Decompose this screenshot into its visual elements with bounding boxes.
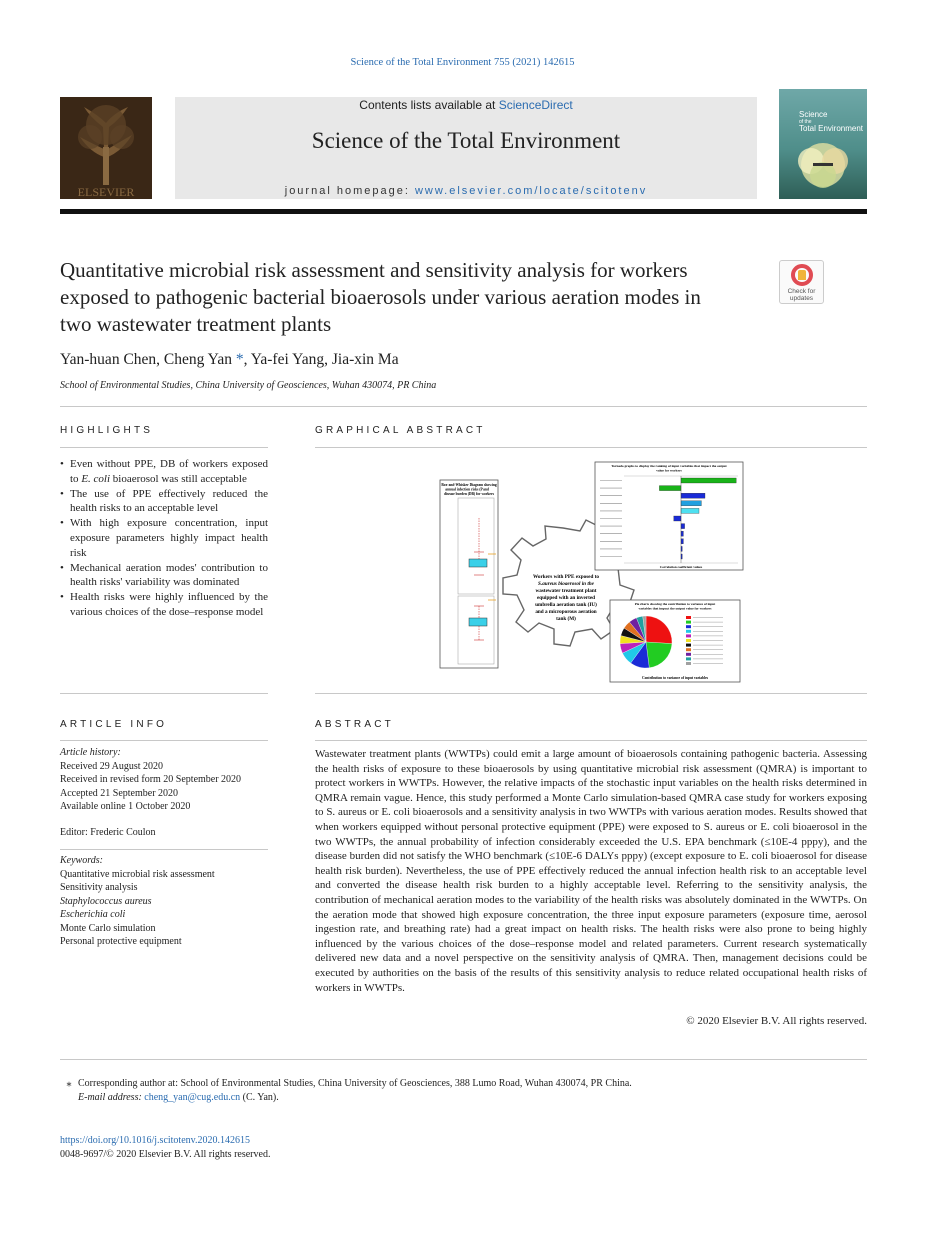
tornado-bar [681, 478, 736, 483]
pie-legend-swatch [686, 634, 691, 637]
keyword-item: Escherichia coli [60, 909, 126, 920]
pie-legend-swatch [686, 657, 691, 660]
pie-legend-swatch [686, 662, 691, 665]
pie-caption: Contribution to variance of input variables [642, 676, 708, 680]
highlight-item [60, 457, 268, 487]
highlights-heading: HIGHLIGHTS [60, 425, 154, 436]
doi-block [60, 1134, 270, 1161]
article-info-heading: ARTICLE INFO [60, 719, 168, 730]
highlight-item [60, 590, 268, 620]
boxplot-title: disease burden (DB) for workers [443, 492, 495, 496]
cover-title-line: of the [799, 119, 812, 125]
homepage-prefix: journal homepage: [284, 185, 415, 197]
keyword-item: Sensitivity analysis [60, 882, 138, 893]
footnote-marker: ⁎ [66, 1078, 72, 1089]
keyword-item: Quantitative microbial risk assessment [60, 868, 215, 880]
gear-label: Workers with PPE exposed to [533, 574, 599, 580]
corresponding-footnote [60, 1077, 867, 1105]
divider [60, 740, 268, 741]
check-updates-line: updates [789, 295, 814, 302]
authors-text: Yan-huan Chen, Cheng Yan [60, 351, 236, 368]
keyword-item: Monte Carlo simulation [60, 922, 156, 934]
copyright: © 2020 Elsevier B.V. All rights reserved. [686, 1015, 867, 1027]
pie-title: Pie charts showing the contribution to variance of input [634, 602, 716, 606]
tornado-bar [681, 531, 683, 536]
divider [60, 447, 268, 448]
journal-cover-image [779, 89, 867, 199]
author-list [60, 351, 399, 369]
tornado-panel [595, 462, 743, 570]
journal-title: Science of the Total Environment [311, 128, 621, 153]
pie-legend-swatch [686, 621, 691, 624]
tornado-bar [681, 539, 683, 544]
footnote-line [60, 1077, 867, 1091]
highlight-text: Mechanical aeration modes' contribution to health risks' variability was dominated [70, 561, 268, 589]
tornado-bar [681, 508, 699, 513]
footnote-line [60, 1091, 867, 1105]
tornado-bar [659, 486, 681, 491]
pie-legend-swatch [686, 616, 691, 619]
gear-label: umbrella aeration tank (IU) [535, 602, 597, 608]
tornado-bar [674, 516, 681, 521]
highlight-text: bioaerosol was still acceptable [110, 472, 247, 485]
highlights-list [60, 457, 268, 620]
gear-label: and a microporous aeration [535, 609, 597, 615]
tornado-bar [681, 501, 701, 506]
gear-label: wastewater treatment plant [535, 588, 597, 594]
email-link[interactable]: cheng_yan@cug.edu.cn [144, 1092, 241, 1103]
bookmark-icon [791, 264, 813, 286]
divider [315, 693, 867, 694]
journal-homepage [175, 185, 757, 197]
tornado-x-axis-label: Correlation coefficient values [659, 565, 703, 569]
check-updates-line: Check for [787, 288, 816, 295]
contents-prefix: Contents lists available at [359, 98, 499, 112]
graphical-abstract-heading: GRAPHICAL ABSTRACT [315, 425, 486, 436]
graphical-abstract-figure [318, 448, 867, 685]
article-history [60, 746, 268, 814]
keyword-item: Staphylococcus aureus [60, 895, 152, 907]
highlight-item [60, 561, 268, 591]
divider [315, 740, 867, 741]
highlight-item [60, 516, 268, 560]
footnote-text: Corresponding author at: School of Environmental Studies, China University of Geosciences, 388 Lumo Road, Wuhan 430074, PR China. [78, 1078, 632, 1089]
sciencedirect-link[interactable]: ScienceDirect [498, 98, 573, 112]
issn-line: 0048-9697/© 2020 Elsevier B.V. All rights reserved. [60, 1148, 271, 1160]
header-rule [60, 209, 867, 214]
pie-panel [610, 600, 740, 682]
boxplot-title: and [483, 487, 489, 492]
pie-legend-swatch [686, 644, 691, 647]
cover-title-line: Science [799, 110, 828, 119]
history-item: Received in revised form 20 September 2020 [60, 774, 242, 785]
gear-label: equipped with an inverted [536, 595, 596, 601]
tornado-bar [681, 493, 705, 498]
history-item: Accepted 21 September 2020 [60, 787, 179, 799]
boxplot-panel [440, 480, 498, 668]
highlight-text: With high exposure concentration, input exposure parameters highly impact health risk [70, 517, 268, 559]
boxplot-title: Box-and-Whisker Diagram showing [441, 483, 497, 487]
journal-citation[interactable]: Science of the Total Environment 755 (2021) 142615 [350, 57, 575, 68]
gear-label: tank (M) [556, 616, 576, 622]
elsevier-wordmark: ELSEVIER [77, 185, 135, 199]
highlight-item [60, 487, 268, 517]
history-item: Received 29 August 2020 [60, 760, 164, 772]
authors-text: , Ya-fei Yang, Jia-xin Ma [243, 351, 399, 368]
keywords-label: Keywords: [60, 855, 103, 866]
highlight-text: Health risks were highly influenced by the various choices of the dose–response model [70, 591, 268, 618]
highlight-text: Even without PPE, DB of workers exposed to [70, 458, 268, 485]
homepage-link[interactable]: www.elsevier.com/locate/scitotenv [414, 185, 648, 197]
keywords [60, 854, 268, 949]
keyword-item: Personal protective equipment [60, 936, 182, 947]
divider [60, 406, 867, 407]
corresponding-author-link[interactable]: * [235, 351, 244, 368]
tornado-bar [681, 524, 685, 529]
pie-legend-swatch [686, 630, 691, 633]
pie-legend-swatch [686, 653, 691, 656]
divider [60, 1059, 867, 1060]
abstract-text: Wastewater treatment plants (WWTPs) could emit a large amount of bioaerosols containing pathogenic bacteria. Assessing the health risks of exposure to these bioaerosols by using quantitative microbial risk assessment (QMRA) is important to protect workers in WWTPs. However, the relative impacts of the stochastic input variables on the health risks determined in QMRA remain vague. Hence, this study performed a Monte Carlo simulation-based QMRA case study for workers exposing to S. aureus or E. coli bioaerosols and a sensitivity analysis in two WWTPs with various aeration modes. Results showed that when workers equipped without personal protective equipment (PPE) were exposed to S. aureus or E. coli bioaerosol in the two WWTPs, the annual probability of infection considerably exceeded the U.S. EPA benchmark (≤10E-4 pppy), and the disease burden did not satisfy the WHO benchmark (≤10E-6 DALYs pppy) (except exposure to E. coli bioaerosol for disease health risk burden). Nevertheless, the use of PPE effectively reduced the annual infection health risk to an acceptable level and converted the disease health risk burden to a highly acceptable level. Referring to the sensitivity analysis, the contribution of mechanical aeration modes to the variability of the health risks was absolutely dominated in the WWTPs. On the aeration mode that showed high exposure concentration, the three input exposure parameters (exposure time, aerosol ingestion rate, and breathing rate) had a great impact on health risks. The health risks were also prone to being highly influenced by the various choices of the dose–response model and related parameters. Current research systematically delivered new data and a novel perspective on the sensitivity analysis of QMRA. Then, management decisions could be executed by authorities on the basis of the results of this sensitivity analysis to reduce related occupational health risks of workers in WWTPs. [315, 748, 867, 994]
gear-label: S.aureus bioaerosol in the [538, 581, 594, 587]
email-label: E-mail address: [78, 1092, 145, 1103]
pie-title: variables that impact the output value for workers [638, 606, 712, 611]
cover-title-line: Total Environment [799, 124, 864, 133]
pie-legend-swatch [686, 639, 691, 642]
divider [60, 693, 268, 694]
highlight-text: The use of PPE effectively reduced the health risks to an acceptable level [70, 487, 268, 515]
boxplot-title: annual infection risks (P [445, 487, 483, 492]
contents-line [175, 98, 757, 112]
tornado-title: value for workers [656, 468, 682, 473]
tornado-title: Tornado graphs to display the ranking of input variables that impact the output [611, 464, 727, 468]
pie-legend-swatch [686, 648, 691, 651]
highlight-species: E. coli [81, 472, 111, 485]
check-updates-label [780, 288, 823, 302]
affiliation: School of Environmental Studies, China University of Geosciences, Wuhan 430074, PR China [60, 380, 437, 391]
editor: Editor: Frederic Coulon [60, 827, 156, 838]
pie-legend-swatch [686, 625, 691, 628]
doi-link[interactable]: https://doi.org/10.1016/j.scitotenv.2020.142615 [60, 1135, 250, 1146]
history-label: Article history: [60, 747, 121, 758]
cover-title [799, 111, 863, 133]
email-suffix: (C. Yan). [240, 1092, 279, 1103]
abstract-heading: ABSTRACT [315, 719, 394, 730]
article-title: Quantitative microbial risk assessment and sensitivity analysis for workers exposed to pathogenic bacterial bioaerosols under various aeration modes in two wastewater treatment plants [60, 258, 701, 336]
divider [60, 849, 268, 850]
elsevier-logo [60, 97, 152, 199]
check-for-updates-button[interactable] [779, 260, 824, 304]
history-item: Available online 1 October 2020 [60, 801, 191, 812]
